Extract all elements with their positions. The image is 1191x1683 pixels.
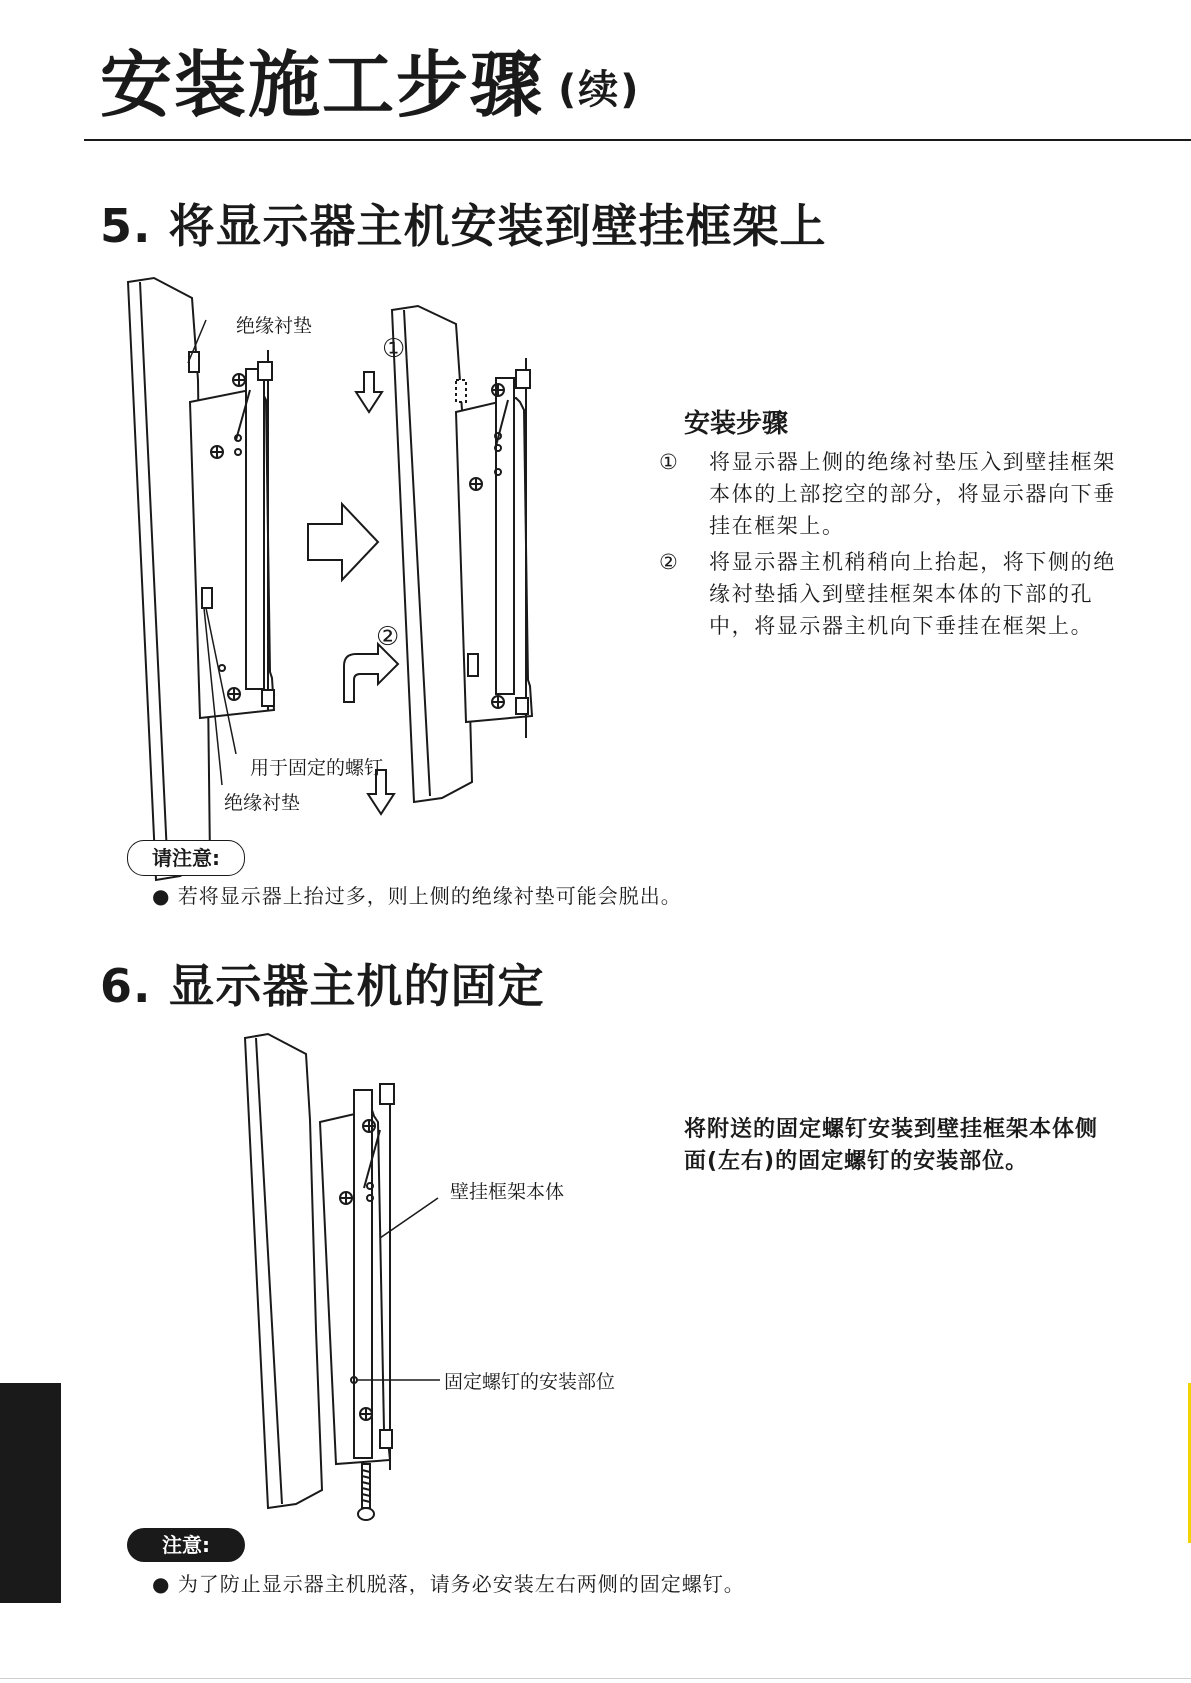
caution-text: 为了防止显示器主机脱落，请务必安装左右两侧的固定螺钉。 [177, 1572, 745, 1596]
section-6-diagram [240, 1030, 440, 1530]
callout-screw-position: 固定螺钉的安装部位 [444, 1371, 616, 1393]
callout-frame-body: 壁挂框架本体 [450, 1181, 565, 1203]
marker-1: ① [382, 334, 406, 364]
display-panel [245, 1034, 322, 1508]
section-5-diagram [110, 270, 590, 830]
arrow-down-1 [356, 372, 382, 412]
insulation-pad-bottom-right [468, 654, 478, 676]
bottom-rule [0, 1678, 1191, 1679]
step-2-number: ② [659, 550, 680, 574]
page-title [100, 40, 641, 135]
arrow-right-large [308, 504, 378, 580]
notice-text-row [152, 883, 682, 909]
notice-text: 若将显示器上抬过多，则上侧的绝缘衬垫可能会脱出。 [177, 884, 682, 908]
insulation-pad-top-right [456, 380, 466, 402]
steps-heading: 安装步骤 [684, 409, 789, 439]
step-1 [659, 446, 1127, 542]
step-1-text: 将显示器上侧的绝缘衬垫压入到壁挂框架本体的上部挖空的部分，将显示器向下垂挂在框架上。 [709, 450, 1116, 538]
section-6-title: 6. 显示器主机的固定 [100, 959, 545, 1013]
notice-label: 请注意: [127, 840, 245, 876]
fixing-screw-icon [358, 1464, 374, 1520]
caution-text-row [152, 1571, 745, 1597]
section-6-instruction: 将附送的固定螺钉安装到壁挂框架本体侧面(左右)的固定螺钉的安装部位。 [684, 1117, 1099, 1174]
caution-label: 注意: [127, 1528, 245, 1562]
step-2 [659, 546, 1127, 642]
insulation-pad-bottom-left [202, 588, 212, 608]
step-2-text: 将显示器主机稍稍向上抬起，将下侧的绝缘衬垫插入到壁挂框架本体的下部的孔中，将显示器主机向下垂挂在框架上。 [709, 550, 1116, 638]
bullet-icon: ● [152, 1572, 178, 1596]
insulation-pad-top-left [189, 352, 199, 372]
marker-2: ② [376, 622, 400, 652]
page-title-text: 安装施工步骤 [100, 43, 545, 127]
callout-screw-fixing: 用于固定的螺钉 [250, 757, 384, 779]
title-divider [84, 139, 1191, 141]
callout-pad-top: 绝缘衬垫 [236, 315, 313, 337]
step-1-number: ① [659, 450, 680, 474]
bullet-icon: ● [152, 884, 178, 908]
callout-pad-bottom: 绝缘衬垫 [224, 792, 301, 814]
arrow-curve-2 [344, 644, 398, 702]
page-title-suffix: (续) [558, 67, 641, 114]
section-5-title: 5. 将显示器主机安装到壁挂框架上 [100, 199, 827, 253]
side-tab [0, 1383, 61, 1603]
